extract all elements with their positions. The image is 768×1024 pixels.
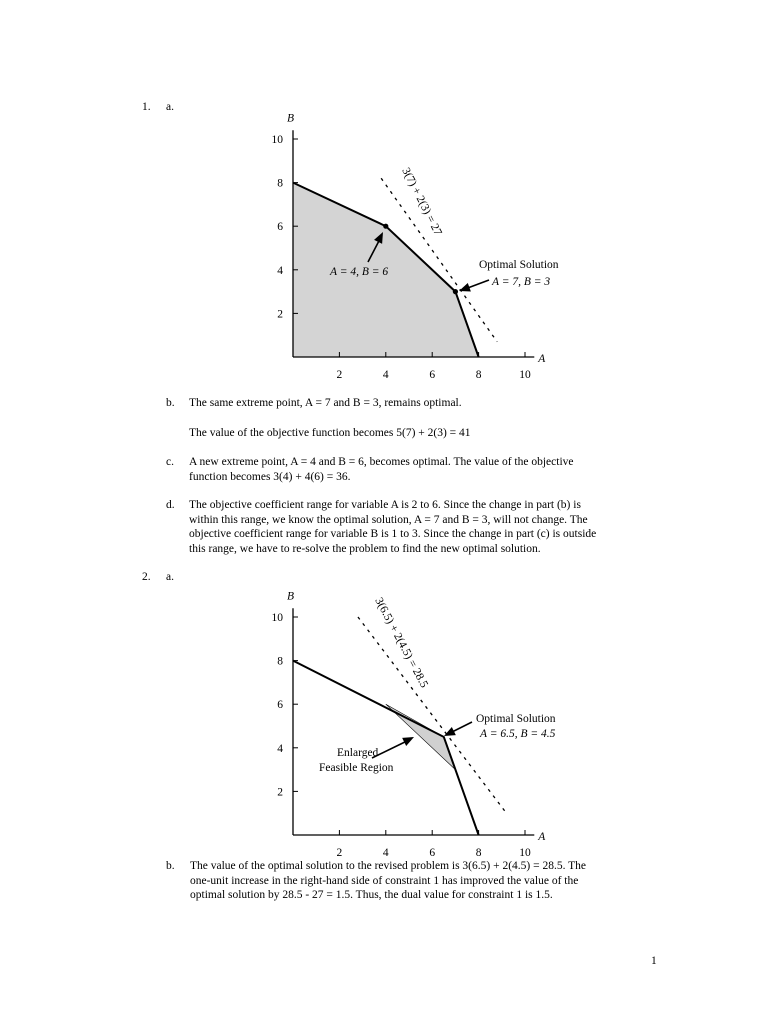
y-tick-label: 2 [277, 786, 283, 799]
x-tick-label: 4 [382, 369, 389, 381]
y-tick-label: 8 [277, 655, 283, 668]
x-tick-label: 10 [519, 847, 531, 859]
enlarged-region-label-line1: Enlarged [337, 747, 379, 759]
problem-2-part-b-label: b. [166, 860, 175, 872]
problem-1-part-b-value: The value of the objective function becomes 5(7) + 2(3) = 41 [189, 427, 471, 439]
problem-1-part-b-text: The same extreme point, A = 7 and B = 3, remains optimal. [189, 397, 462, 409]
page-number: 1 [651, 955, 657, 967]
problem-1-part-c-line: function becomes 3(4) + 4(6) = 36. [189, 470, 351, 483]
x-tick-label: 6 [429, 847, 436, 859]
optimal-solution-value: A = 7, B = 3 [492, 276, 551, 288]
y-tick-label: 2 [277, 308, 283, 321]
problem-2-part-b-line: optimal solution by 28.5 - 27 = 1.5. Thus, the dual value for constraint 1 is 1.5. [190, 889, 553, 901]
optimal-solution-title: Optimal Solution [476, 713, 556, 725]
problem-1-part-a-label: a. [166, 101, 174, 113]
problem-1-part-d-line: The objective coefficient range for variable A is 2 to 6. Since the change in part (b) is [189, 499, 581, 511]
x-tick-label: 2 [336, 847, 343, 859]
problem-1-part-d-label: d. [166, 499, 175, 511]
x-tick-label: 8 [475, 369, 482, 381]
problem-2-number: 2. [142, 571, 151, 583]
x-axis-label: A [538, 831, 546, 843]
constraint-boundary-line [293, 661, 479, 835]
optimal-solution-title: Optimal Solution [479, 259, 559, 271]
x-tick-label: 4 [382, 847, 389, 859]
x-tick-label: 2 [336, 369, 343, 381]
optimal-solution-value: A = 6.5, B = 4.5 [480, 728, 556, 740]
y-axis-label: B [287, 112, 295, 125]
problem-1-part-c-label: c. [166, 456, 174, 468]
x-tick-label: 10 [519, 369, 531, 381]
enlarged-region-arrowhead [402, 737, 414, 746]
y-tick-label: 6 [277, 699, 283, 712]
y-axis-label: B [287, 590, 295, 603]
problem-1-part-d-line: objective coefficient range for variable B is 1 to 3. Since the change in part (c) is outside [189, 528, 597, 540]
x-tick-label: 6 [429, 369, 436, 381]
x-axis-label: A [538, 353, 546, 365]
problem-1-part-d-line: this range, we have to re-solve the problem to find the new optimal solution. [189, 542, 541, 555]
y-tick-label: 4 [277, 264, 283, 277]
problem-1-part-b-label: b. [166, 397, 175, 409]
extreme-point-label: A = 4, B = 6 [330, 266, 389, 278]
problem-1-part-d-line: within this range, we know the optimal solution, A = 7 and B = 3, will not change. The [189, 513, 588, 526]
x-tick-label: 8 [475, 847, 482, 859]
problem-2-part-b-line: The value of the optimal solution to the revised problem is 3(6.5) + 2(4.5) = 28.5. The [190, 860, 587, 872]
enlarged-region-label-line2: Feasible Region [319, 762, 394, 774]
objective-line-label: 3(6.5) + 2(4.5) = 28.5 [372, 595, 430, 690]
problem-2-part-b-text [190, 859, 586, 903]
y-tick-label: 10 [271, 612, 283, 624]
problem-1-number: 1. [142, 101, 151, 113]
problem-2-part-a-label: a. [166, 571, 174, 583]
objective-line-label: 3(7) + 2(3) = 27 [399, 165, 444, 238]
enlarged-feasible-region [386, 704, 456, 769]
y-tick-label: 8 [277, 177, 283, 190]
y-tick-label: 10 [271, 134, 283, 146]
y-tick-label: 6 [277, 221, 283, 234]
y-tick-label: 4 [277, 742, 283, 755]
problem-1-part-c-line: A new extreme point, A = 4 and B = 6, becomes optimal. The value of the objective [189, 456, 574, 468]
problem-2-part-b-line: one-unit increase in the right-hand side of constraint 1 has improved the value of the [190, 874, 579, 887]
